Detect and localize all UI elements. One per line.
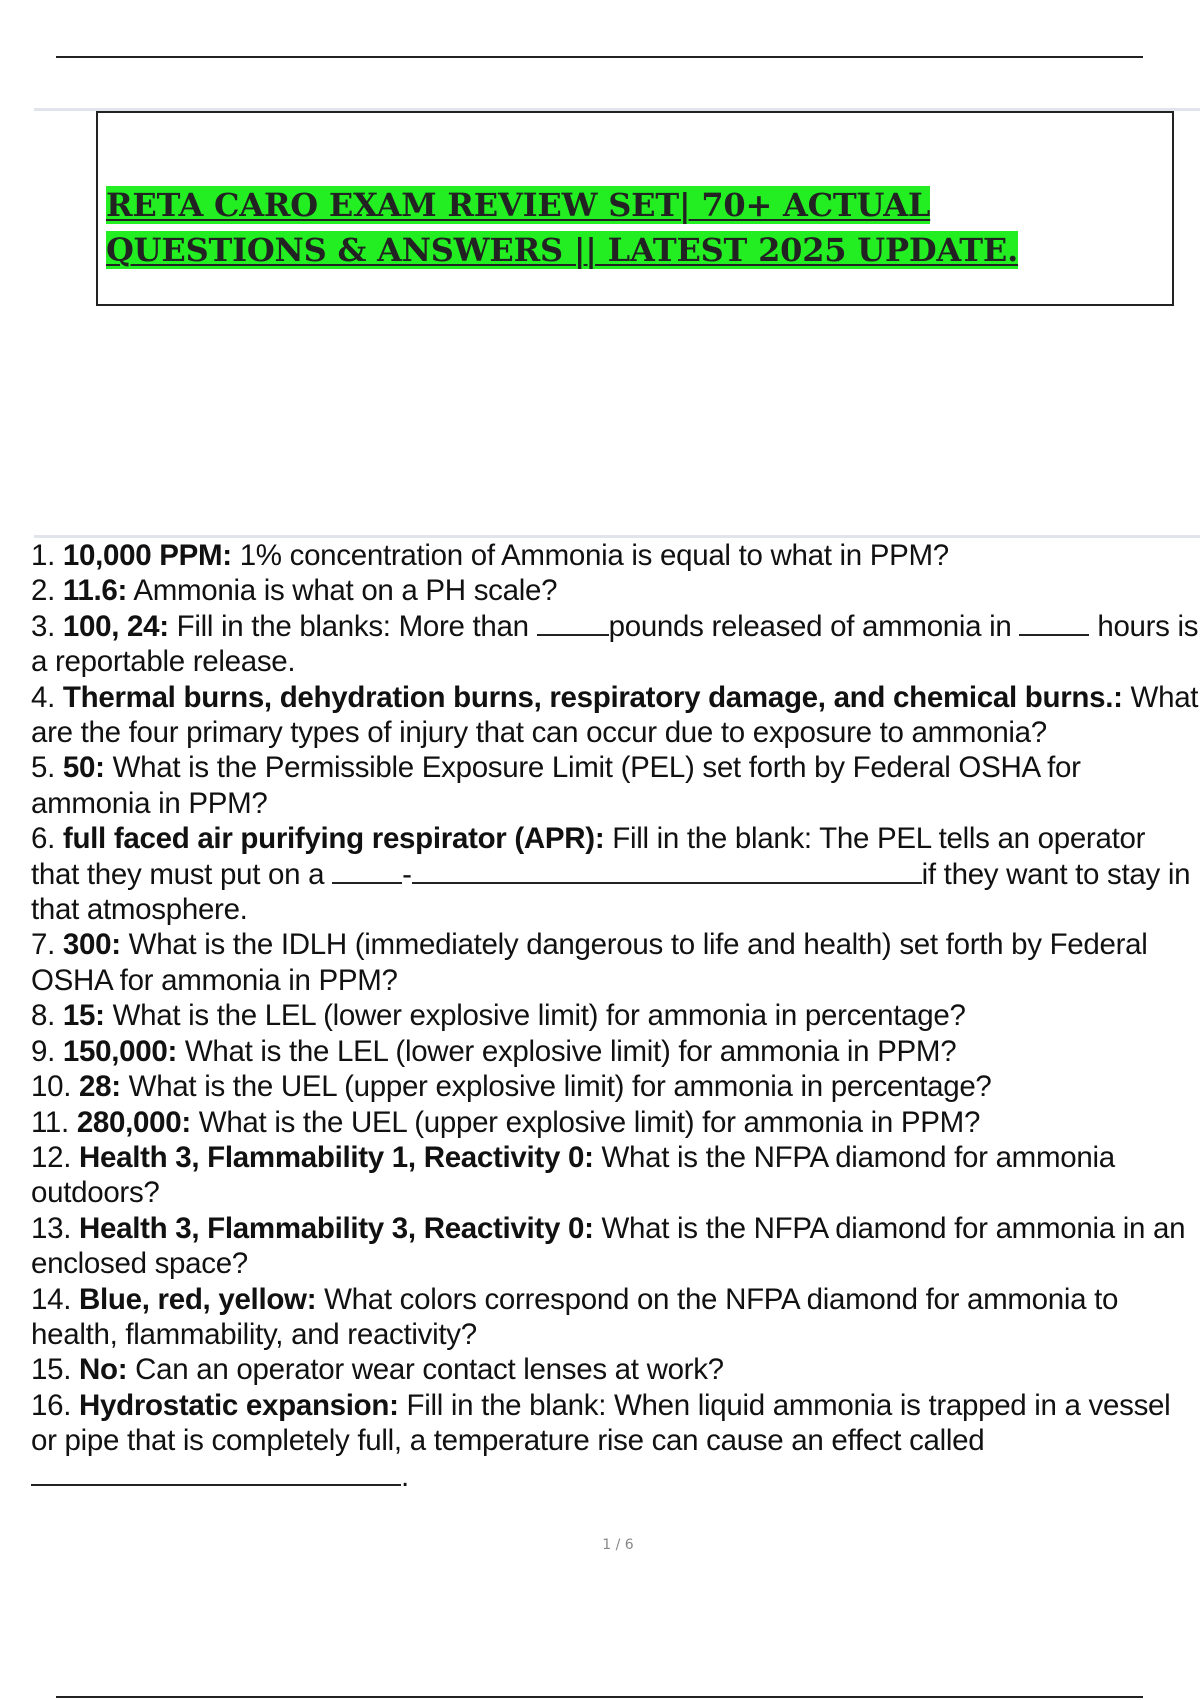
item-question-cont: - xyxy=(402,857,412,891)
item-answer: full faced air purifying respirator (APR): xyxy=(62,822,605,856)
item-question: What is the UEL (upper explosive limit) for ammonia in PPM? xyxy=(190,1105,981,1139)
item-answer: Hydrostatic expansion: xyxy=(79,1388,399,1422)
item-question: What is the LEL (lower explosive limit) for ammonia in percentage? xyxy=(104,999,966,1033)
page-indicator: 1 / 6 xyxy=(602,1537,634,1553)
item-number: 2. xyxy=(31,574,56,608)
item-question: What is the UEL (upper explosive limit) for ammonia in percentage? xyxy=(120,1070,992,1104)
fill-blank xyxy=(1019,612,1089,636)
qa-item xyxy=(31,538,1200,573)
item-question: Ammonia is what on a PH scale? xyxy=(127,574,558,608)
qa-item xyxy=(31,609,1200,680)
title-line-1: RETA CARO EXAM REVIEW SET| 70+ ACTUAL xyxy=(106,186,931,224)
item-answer: 50: xyxy=(62,751,105,785)
item-answer: Health 3, Flammability 3, Reactivity 0: xyxy=(79,1211,594,1245)
top-rule xyxy=(56,56,1143,58)
item-answer: Health 3, Flammability 1, Reactivity 0: xyxy=(79,1140,594,1174)
item-question: What colors correspond on the NFPA diamond for ammonia to health, flammability, and reactivity? xyxy=(31,1282,1119,1351)
item-question: 1% concentration of Ammonia is equal to what in PPM? xyxy=(231,539,949,572)
document-title xyxy=(106,183,1018,273)
qa-item xyxy=(31,1140,1200,1211)
item-number: 13. xyxy=(31,1211,72,1245)
item-answer: 11.6: xyxy=(62,574,128,608)
item-answer: 150,000: xyxy=(62,1034,177,1068)
item-number: 10. xyxy=(31,1070,72,1104)
item-question: What is the NFPA diamond for ammonia in an enclosed space? xyxy=(31,1211,1186,1281)
qa-item xyxy=(31,1034,1200,1069)
fill-blank xyxy=(537,612,609,636)
qa-item xyxy=(31,1282,1200,1353)
item-question-cont: pounds released of ammonia in xyxy=(608,609,1020,643)
item-question: Fill in the blank: When liquid ammonia is trapped in a vessel or pipe that is completely full, a temperature rise can cause an effect called xyxy=(31,1388,1171,1458)
item-number: 8. xyxy=(31,999,56,1033)
qa-item xyxy=(31,573,1200,608)
item-answer: 10,000 PPM: xyxy=(62,539,232,572)
item-question: Fill in the blank: The PEL tells an operator that they must put on a xyxy=(31,822,1146,891)
item-question: What is the IDLH (immediately dangerous to life and health) set forth by Federal OSHA for ammonia in PPM? xyxy=(31,928,1148,997)
fill-blank xyxy=(31,1462,401,1486)
fill-blank xyxy=(412,860,922,884)
item-number: 6. xyxy=(31,822,56,856)
item-number: 9. xyxy=(31,1034,56,1068)
item-number: 15. xyxy=(31,1353,72,1387)
item-number: 3. xyxy=(31,609,56,643)
item-question: What is the LEL (lower explosive limit) for ammonia in PPM? xyxy=(176,1034,957,1068)
item-question: Can an operator wear contact lenses at work? xyxy=(127,1353,724,1387)
item-answer: Blue, red, yellow: xyxy=(79,1282,317,1316)
item-number: 5. xyxy=(31,751,56,785)
item-answer: 15: xyxy=(62,999,105,1033)
item-answer: 280,000: xyxy=(76,1105,191,1139)
item-question: What is the Permissible Exposure Limit (PEL) set forth by Federal OSHA for ammonia in PPM? xyxy=(31,751,1081,820)
qa-item xyxy=(31,680,1200,751)
item-answer: 28: xyxy=(79,1070,121,1104)
title-line-2: QUESTIONS & ANSWERS || LATEST 2025 UPDATE. xyxy=(106,231,1019,269)
item-number: 7. xyxy=(31,928,56,962)
item-question: What are the four primary types of injury that can occur due to exposure to ammonia? xyxy=(31,680,1199,750)
qa-item xyxy=(31,821,1200,927)
title-box xyxy=(96,111,1174,306)
item-number: 11. xyxy=(31,1105,69,1139)
qa-item xyxy=(31,998,1200,1033)
item-question: Fill in the blanks: More than xyxy=(168,609,537,643)
item-answer: Thermal burns, dehydration burns, respiratory damage, and chemical burns.: xyxy=(62,680,1123,714)
item-question: What is the NFPA diamond for ammonia outdoors? xyxy=(31,1140,1115,1210)
item-number: 12. xyxy=(31,1140,72,1174)
item-answer: No: xyxy=(79,1353,128,1387)
qa-item xyxy=(31,1105,1200,1140)
fill-blank xyxy=(332,860,402,884)
item-question-cont: if they want to stay in that atmosphere. xyxy=(31,857,1191,927)
item-answer: 300: xyxy=(62,928,121,962)
qa-item xyxy=(31,750,1200,821)
item-answer: 100, 24: xyxy=(62,609,169,643)
qa-item xyxy=(31,1388,1200,1494)
qa-list xyxy=(31,538,1200,1494)
item-question-cont: hours is a reportable release. xyxy=(31,609,1199,679)
qa-item xyxy=(31,1211,1200,1282)
item-number: 16. xyxy=(31,1388,72,1422)
item-number: 14. xyxy=(31,1282,72,1316)
qa-item xyxy=(31,1069,1200,1104)
item-number: 1. xyxy=(31,539,56,572)
item-question-cont: . xyxy=(401,1459,409,1493)
item-number: 4. xyxy=(31,680,56,714)
qa-item xyxy=(31,927,1200,998)
qa-item xyxy=(31,1352,1200,1387)
bottom-rule xyxy=(56,1696,1143,1698)
